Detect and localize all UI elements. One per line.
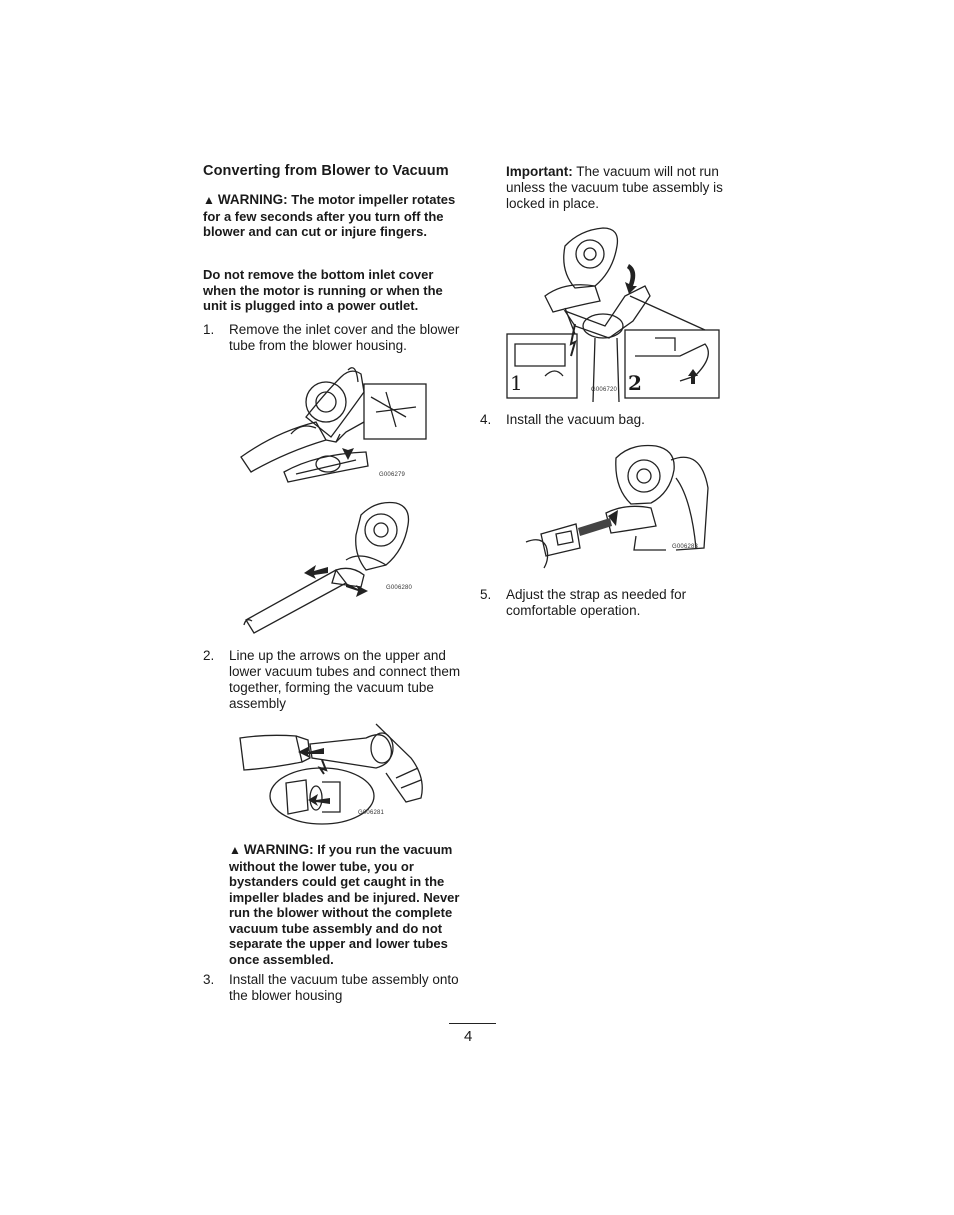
- caution-inlet-cover: Do not remove the bottom inlet cover when the motor is running or when the unit is plugged into a power outlet.: [203, 267, 443, 313]
- warning-text: The motor impeller rotates for a few seconds after you turn off the blower and can cut or injure fingers.: [203, 192, 456, 239]
- step-number: 5.: [480, 587, 492, 602]
- lock-tube-illustration-icon: [505, 226, 721, 402]
- blower-tube-illustration-icon: [236, 495, 436, 635]
- step-text: Remove the inlet cover and the blower tube from the blower housing.: [229, 322, 460, 353]
- important-label: Important:: [506, 164, 573, 179]
- figure-install-bag: [516, 438, 716, 574]
- vacuum-bag-illustration-icon: [516, 438, 716, 574]
- step-4: [480, 412, 720, 428]
- step-2: [203, 648, 468, 712]
- step-1: [203, 322, 468, 354]
- step-number: 4.: [480, 412, 492, 427]
- step-text: Adjust the strap as needed for comfortable operation.: [506, 587, 687, 618]
- step-5: [480, 587, 720, 619]
- warning-motor-impeller: [203, 192, 468, 240]
- section-heading: Converting from Blower to Vacuum: [203, 163, 449, 179]
- important-note: [506, 164, 734, 212]
- warning-text: If you run the vacuum without the lower tube, you or bystanders could get caught in the impeller blades and be injured. Never run the blower without the complete vacuum tube assembly and do not separate the upper and lower tubes once assembled.: [229, 842, 460, 967]
- step-text: Install the vacuum bag.: [506, 412, 645, 427]
- callout-1: 1: [510, 371, 523, 395]
- warning-triangle-icon: ▲: [203, 193, 215, 207]
- step-text: Line up the arrows on the upper and lower vacuum tubes and connect them together, forming the vacuum tube assembly: [229, 648, 461, 711]
- figure-remove-inlet-cover: [236, 362, 436, 490]
- warning-label: WARNING:: [243, 842, 314, 857]
- page-number-rule: [449, 1023, 496, 1024]
- figure-code: G006279: [379, 472, 406, 478]
- step-text: Install the vacuum tube assembly onto the blower housing: [229, 972, 459, 1003]
- step-3: [203, 972, 468, 1004]
- callout-2: 2: [628, 371, 642, 395]
- figure-lock-tube: [505, 226, 721, 402]
- figure-code: G006283: [672, 544, 699, 550]
- blower-illustration-icon: [236, 362, 436, 490]
- figure-connect-tubes: [236, 718, 436, 828]
- figure-code: G006720: [591, 387, 618, 393]
- vacuum-tube-illustration-icon: [236, 718, 436, 828]
- figure-code: G006280: [386, 585, 413, 591]
- warning-label: WARNING:: [217, 192, 288, 207]
- step-number: 1.: [203, 322, 215, 337]
- warning-lower-tube: [229, 842, 469, 967]
- step-number: 2.: [203, 648, 215, 663]
- warning-triangle-icon: ▲: [229, 843, 241, 857]
- step-number: 3.: [203, 972, 215, 987]
- page-number: 4: [464, 1028, 473, 1045]
- important-text: The vacuum will not run unless the vacuum tube assembly is locked in place.: [506, 164, 723, 211]
- figure-code: G006281: [358, 810, 385, 816]
- figure-remove-blower-tube: [236, 495, 436, 635]
